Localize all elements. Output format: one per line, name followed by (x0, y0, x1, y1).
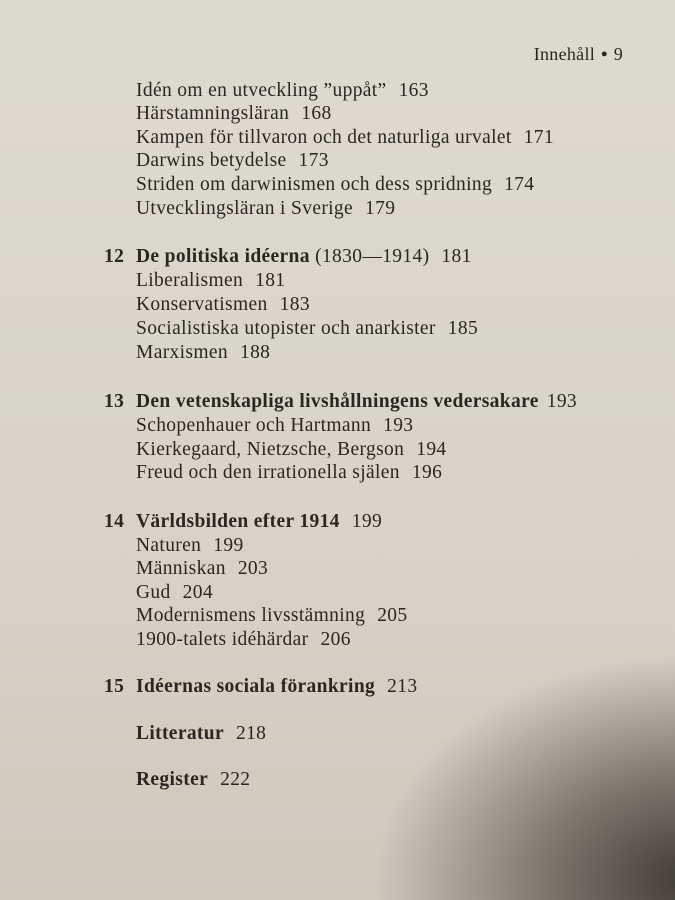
toc-entry-title: Människan (136, 558, 226, 579)
chapter-title: De politiska idéerna (136, 246, 310, 267)
chapter-title: Idéernas sociala förankring (136, 676, 376, 697)
running-header (534, 44, 623, 65)
toc-entry-title: Liberalismen (136, 270, 244, 291)
toc-entry (136, 270, 285, 292)
toc-entry (136, 80, 429, 102)
toc-entry (136, 127, 554, 149)
chapter-heading (104, 391, 577, 413)
toc-entry-page: 181 (255, 270, 286, 291)
toc-entry-page: 185 (447, 318, 479, 339)
toc-entry-title: Härstamningsläran (136, 103, 290, 124)
toc-entry-title: Socialistiska utopister och anarkister (136, 318, 436, 339)
chapter-heading (104, 511, 382, 533)
chapter-heading (104, 246, 472, 268)
toc-entry (136, 342, 270, 364)
toc-entry-page: 173 (298, 150, 329, 171)
toc-entry-title: 1900-talets idéhärdar (136, 629, 309, 650)
toc-entry (136, 582, 213, 604)
toc-entry-title: Schopenhauer och Hartmann (136, 415, 372, 436)
toc-entry-title: Kierkegaard, Nietzsche, Bergson (136, 439, 405, 460)
toc-entry-page: 179 (365, 198, 396, 219)
chapter-number: 13 (104, 391, 125, 412)
toc-entry (136, 629, 351, 651)
toc-entry (136, 294, 310, 316)
toc-entry-title: Marxismen (136, 342, 228, 363)
toc-entry-title: Utvecklingsläran i Sverige (136, 198, 354, 219)
chapter-page: 213 (387, 676, 418, 697)
toc-entry-page: 168 (301, 103, 332, 124)
toc-entry-page: 205 (377, 605, 408, 626)
toc-entry (136, 103, 332, 125)
toc-entry-page: 171 (523, 127, 554, 148)
toc-entry-page: 194 (416, 439, 447, 460)
toc-entry-page: 204 (182, 582, 213, 603)
back-matter-page: 222 (220, 769, 251, 790)
toc-entry-title: Kampen för tillvaron och det naturliga urvalet (136, 127, 512, 148)
toc-entry-title: Freud och den irrationella själen (136, 462, 400, 483)
toc-entry-title: Naturen (136, 535, 202, 556)
chapter-subtitle: (1830—1914) (315, 246, 430, 267)
toc-entry-page: 206 (320, 629, 351, 650)
chapter-number: 15 (104, 676, 125, 697)
toc-entry-page: 174 (504, 174, 535, 195)
back-matter-title: Litteratur (136, 723, 224, 744)
toc-entry-page: 183 (279, 294, 310, 315)
toc-entry (136, 318, 478, 340)
toc-entry-page: 193 (383, 415, 414, 436)
toc-entry (136, 174, 534, 196)
toc-entry-page: 163 (398, 80, 429, 101)
header-section: Innehåll (533, 44, 596, 64)
toc-entry (136, 415, 413, 437)
header-page-number: 9 (613, 44, 623, 64)
toc-entry-page: 196 (411, 462, 443, 483)
toc-entry-title: Darwins betydelse (136, 150, 287, 171)
toc-entry (136, 558, 268, 580)
header-separator: • (601, 44, 608, 64)
back-matter-entry (136, 723, 266, 745)
chapter-number: 12 (104, 246, 125, 267)
toc-entry (136, 605, 408, 627)
toc-entry-title: Konservatismen (136, 294, 268, 315)
toc-entry-title: Striden om darwinismen och dess spridning (136, 174, 493, 195)
toc-entry (136, 150, 329, 172)
toc-entry-title: Gud (136, 582, 171, 603)
toc-entry (136, 198, 395, 220)
chapter-page: 181 (441, 246, 472, 267)
toc-entry-page: 199 (213, 535, 244, 556)
back-matter-entry (136, 769, 250, 791)
chapter-number: 14 (104, 511, 125, 532)
toc-entry (136, 462, 442, 484)
toc-entry-page: 188 (239, 342, 271, 363)
back-matter-page: 218 (235, 723, 267, 744)
toc-entry (136, 535, 244, 557)
toc-entry-title: Modernismens livsstämning (136, 605, 366, 626)
chapter-page: 193 (546, 391, 578, 412)
back-matter-title: Register (136, 769, 209, 790)
toc-entry (136, 439, 447, 461)
chapter-page: 199 (351, 511, 383, 532)
chapter-title: Den vetenskapliga livshållningens vedersakare (136, 391, 539, 412)
toc-entry-title: Idén om en utveckling ”uppåt” (136, 80, 387, 101)
chapter-heading (104, 676, 417, 698)
toc-entry-page: 203 (237, 558, 269, 579)
chapter-title: Världsbilden efter 1914 (136, 511, 340, 532)
